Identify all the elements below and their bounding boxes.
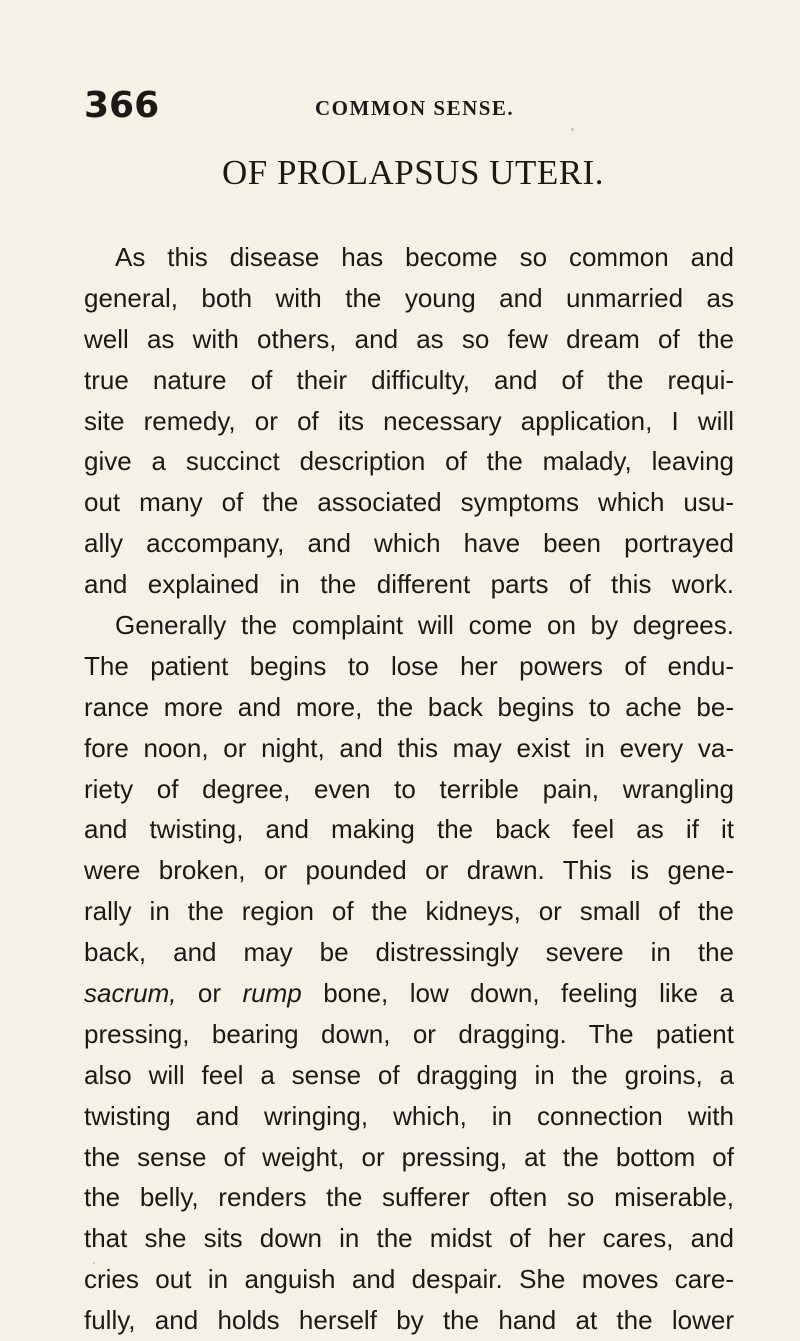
text-segment: or [176,978,243,1009]
page-number: 366 [84,85,160,126]
text-line: true nature of their difficulty, and of the requi- [84,364,734,395]
text-line: general, both with the young and unmarried as [84,282,734,313]
text-line: and twisting, and making the back feel as if it [84,814,734,845]
text-line: the belly, renders the sufferer often so miserable, [84,1182,734,1213]
text-line: Generally the complaint will come on by degrees. [115,610,734,641]
italic-term-sacrum: sacrum, [84,978,177,1009]
chapter-title [0,152,800,194]
text-line: and explained in the different parts of this work. [84,569,734,600]
text-line: also will feel a sense of dragging in the groins, a [84,1059,734,1090]
text-line: riety of degree, even to terrible pain, wrangling [84,773,734,804]
text-segment: bone, low down, feeling like a [301,978,734,1009]
text-line: ally accompany, and which have been portrayed [84,528,734,559]
text-line: The patient begins to lose her powers of endu- [84,650,734,681]
text-line: were broken, or pounded or drawn. This is gene- [84,855,734,886]
text-line: cries out in anguish and despair. She moves care- [84,1264,734,1295]
text-line: that she sits down in the midst of her cares, and [84,1223,734,1254]
text-line: back, and may be distressingly severe in the [84,937,734,968]
running-head [84,86,724,126]
text-line: fore noon, or night, and this may exist in every va- [84,732,734,763]
italic-term-rump: rump [242,978,302,1009]
text-line: twisting and wringing, which, in connection with [84,1100,734,1131]
text-line: give a succinct description of the malady, leaving [84,446,734,477]
chapter-title-text: OF PROLAPSUS UTERI. [222,153,604,192]
paper-speck [571,128,574,131]
text-line-italic [84,973,734,1014]
body-text [84,237,734,1341]
text-line: out many of the associated symptoms which usu- [84,487,734,518]
text-line: pressing, bearing down, or dragging. The patient [84,1018,734,1049]
text-line: rally in the region of the kidneys, or small of the [84,896,734,927]
paper-speck [93,1262,95,1264]
text-line: fully, and holds herself by the hand at the lower [84,1305,734,1336]
text-line: As this disease has become so common and [115,242,734,272]
text-line: site remedy, or of its necessary application, I will [84,405,734,436]
text-line: the sense of weight, or pressing, at the bottom of [84,1141,734,1172]
running-title: COMMON SENSE. [315,96,515,120]
text-line: rance more and more, the back begins to ache be- [84,691,734,722]
text-line: well as with others, and as so few dream of the [84,323,734,354]
